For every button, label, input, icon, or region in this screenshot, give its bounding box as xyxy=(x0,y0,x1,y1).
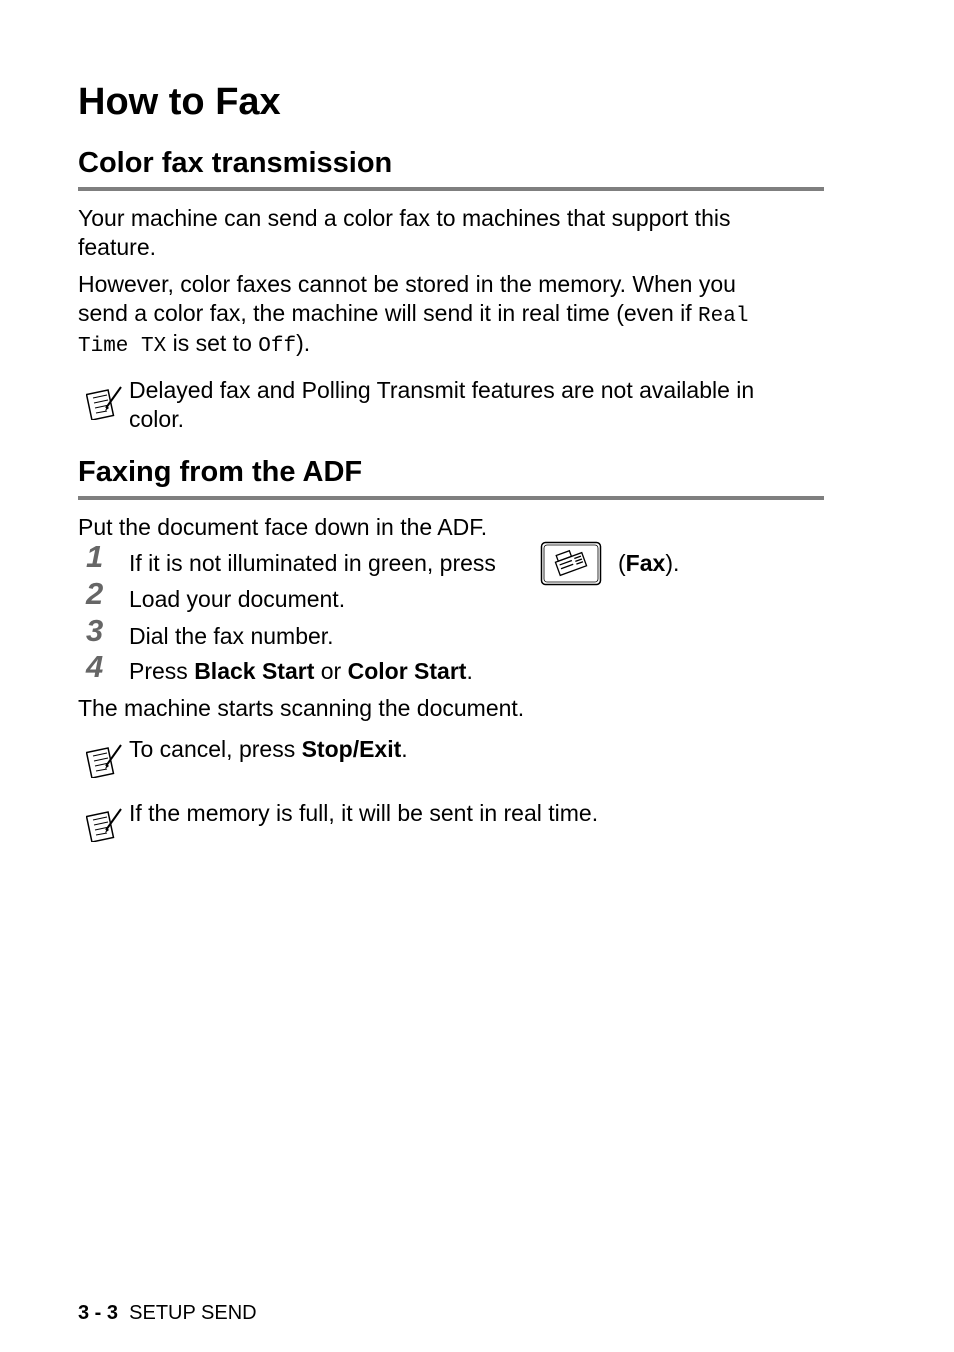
section-heading-color-fax: Color fax transmission xyxy=(78,147,393,179)
step-text-part: . xyxy=(466,658,473,684)
fax-key-icon xyxy=(540,541,602,586)
code-text: Off xyxy=(258,335,297,358)
note-text-part: . xyxy=(401,736,408,762)
step-text-part: ). xyxy=(665,550,680,576)
step-text xyxy=(129,657,473,686)
code-text: Time TX xyxy=(78,335,167,358)
step-text-part: ( xyxy=(618,550,626,576)
code-text: Real xyxy=(698,305,749,328)
step-number: 1 xyxy=(86,539,104,574)
fax-key-label: Fax xyxy=(625,550,666,576)
note-text: If the memory is full, it will be sent in real time. xyxy=(129,800,599,826)
note-text: Delayed fax and Polling Transmit features are not available in xyxy=(129,377,755,403)
step-text: If it is not illuminated in green, press xyxy=(129,550,496,576)
paragraph: Your machine can send a color fax to machines that support this xyxy=(78,205,731,231)
paragraph-text: is set to xyxy=(166,330,259,356)
step-text: Load your document. xyxy=(129,586,346,612)
paragraph: However, color faxes cannot be stored in the memory. When you xyxy=(78,271,736,297)
black-start-label: Black Start xyxy=(194,658,315,684)
page-title: How to Fax xyxy=(78,81,281,123)
page-footer xyxy=(78,1300,257,1326)
step-text xyxy=(618,549,679,578)
color-start-label: Color Start xyxy=(347,658,467,684)
page-number: 3 - 3 xyxy=(78,1302,119,1324)
footer-section: SETUP SEND xyxy=(129,1302,257,1324)
paragraph-text: ). xyxy=(296,330,311,356)
note-pad-icon xyxy=(86,742,124,778)
note-text xyxy=(129,735,408,764)
paragraph xyxy=(78,329,310,361)
step-text: Dial the fax number. xyxy=(129,623,334,649)
step-number: 2 xyxy=(86,576,104,611)
paragraph: The machine starts scanning the document. xyxy=(78,695,525,721)
step-number: 3 xyxy=(86,613,104,648)
paragraph: feature. xyxy=(78,234,156,260)
step-number: 4 xyxy=(86,649,104,684)
section-heading-adf: Faxing from the ADF xyxy=(78,456,363,488)
note-pad-icon xyxy=(86,806,124,842)
footer-spacer xyxy=(118,1302,129,1324)
step-text-part: Press xyxy=(129,658,195,684)
paragraph xyxy=(78,299,748,331)
note-pad-icon xyxy=(86,384,124,420)
paragraph: Put the document face down in the ADF. xyxy=(78,514,488,540)
note-text-part: To cancel, press xyxy=(129,736,302,762)
stop-exit-label: Stop/Exit xyxy=(301,736,402,762)
note-text: color. xyxy=(129,406,184,432)
section-rule xyxy=(78,496,824,500)
paragraph-text: send a color fax, the machine will send it in real time (even if xyxy=(78,300,699,326)
step-text-part: or xyxy=(314,658,348,684)
section-rule xyxy=(78,187,824,191)
